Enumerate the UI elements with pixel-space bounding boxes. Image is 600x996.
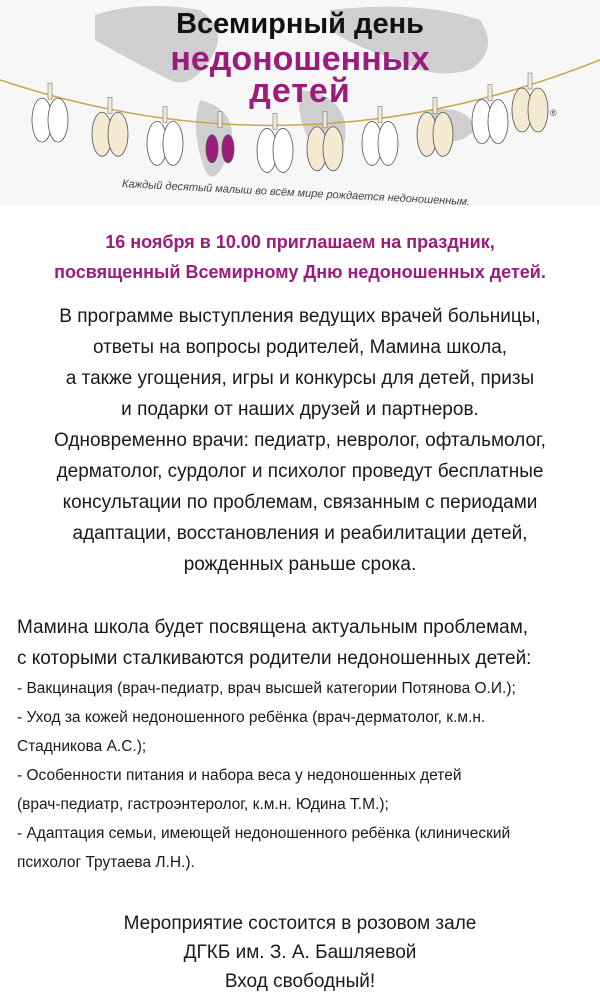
sock (273, 128, 293, 172)
sock (433, 112, 453, 156)
header-banner (0, 0, 600, 209)
program-line: и подарки от наших друзей и партнеров. (121, 399, 479, 420)
sock (378, 121, 398, 165)
sock (323, 127, 343, 171)
list-item: Стадникова А.С.); (17, 738, 147, 755)
program-line: дерматолог, сурдолог и психолог проведут бесплатные (56, 461, 544, 482)
list-item: - Вакцинация (врач-педиатр, врач высшей категории Потянова О.И.); (17, 680, 516, 697)
list-item: - Адаптация семьи, имеющей недоношенного ребёнка (клинический (17, 825, 511, 842)
sock (163, 121, 183, 165)
clothespin-icon (218, 112, 222, 128)
list-item: (врач-педиатр, гастроэнтеролог, к.м.н. Юдина Т.М.); (17, 796, 389, 813)
sock (206, 135, 218, 163)
invitation-text (0, 227, 600, 287)
program-line: а также угощения, игры и конкурсы для детей, призы (65, 368, 535, 389)
sock (222, 135, 234, 163)
program-paragraph (0, 301, 600, 580)
program-line: В программе выступления ведущих врачей больницы, (59, 306, 541, 327)
program-line: Одновременно врачи: педиатр, невролог, офтальмолог, (54, 430, 546, 451)
school-heading: Мамина школа будет посвящена актуальным проблемам, (17, 617, 529, 638)
sock (108, 112, 128, 156)
list-item: - Особенности питания и набора веса у недоношенных детей (17, 767, 462, 784)
footer-line: Вход свободный! (224, 971, 376, 992)
title-line-3: детей (249, 72, 351, 110)
program-line: ответы на вопросы родителей, Мамина школа, (92, 337, 508, 358)
footer (0, 909, 600, 996)
program-line: консультации по проблемам, связанным с периодами (62, 492, 538, 513)
invite-line: 16 ноября в 10.00 приглашаем на праздник, (105, 232, 495, 252)
footer-line: ДГКБ им. З. А. Башляевой (183, 942, 417, 963)
school-heading: с которыми сталкиваются родители недоношенных детей: (17, 648, 532, 669)
invite-line: посвященный Всемирному Дню недоношенных детей. (54, 262, 546, 282)
title-line-1: Всемирный день (176, 8, 424, 40)
title-line-2: недоношенных (170, 40, 430, 78)
footer-line: Мероприятие состоится в розовом зале (123, 913, 477, 934)
clothespin-icon (323, 112, 327, 128)
list-item: - Уход за кожей недоношенного ребёнка (врач-дерматолог, к.м.н. (17, 709, 486, 726)
registered-mark: ® (550, 108, 557, 118)
banner-caption: Каждый десятый малыш во всём мире рождается недоношенным. (121, 178, 471, 209)
program-line: адаптации, восстановления и реабилитации детей, (72, 523, 528, 544)
list-item: психолог Трутаева Л.Н.). (17, 854, 195, 871)
school-section (0, 612, 600, 877)
clothespin-icon (273, 113, 277, 129)
program-line: рожденных раньше срока. (183, 554, 417, 575)
